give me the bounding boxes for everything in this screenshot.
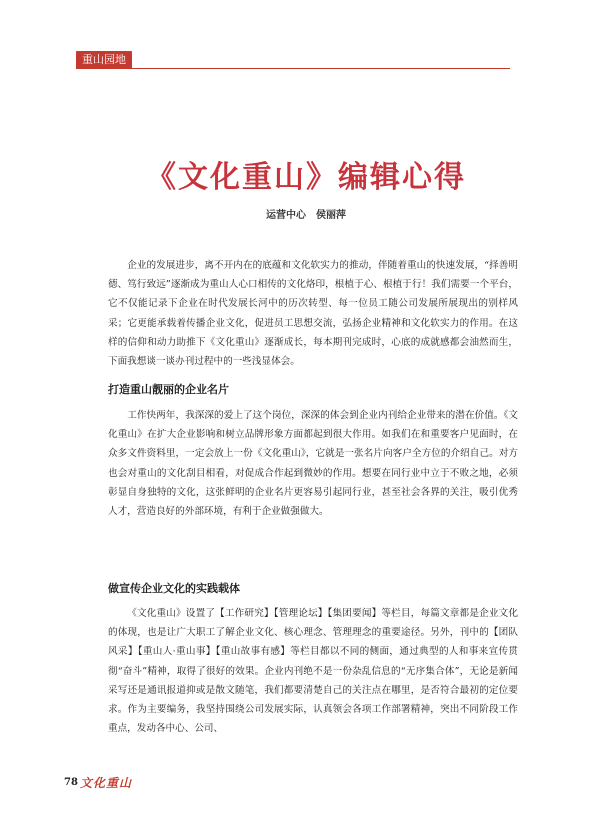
intro-text — [108, 256, 518, 371]
section-tag: 重山园地 — [76, 51, 132, 69]
article-title: 《文化重山》编辑心得 — [146, 160, 466, 195]
section1-paragraph: 工作快两年，我深深的爱上了这个岗位，深深的体会到企业内刊给企业带来的潜在价值。《文化重山》在扩大企业影响和树立品牌形象方面都起到很大作用。如我们在和重要客户见面时，在众多文件资料里，一定会放上一份《文化重山》，它就是一张名片向客户全方位的介绍自己。对方也会对重山的文化刮目相看，对促成合作起到微妙的作用。想要在同行业中立于不败之地，必须彰显自身独特的文化，这张鲜明的企业名片更容易引起同行业，甚至社会各界的关注，吸引优秀人才，营造良好的外部环境，有利于企业做强做大。 — [108, 410, 518, 518]
page-number: 78 — [64, 777, 78, 788]
section1-text — [108, 406, 518, 521]
intro-paragraph: 企业的发展进步，离不开内在的底蕴和文化软实力的推动，伴随着重山的快速发展，“择善明德、笃行致远”逐渐成为重山人心口相传的文化烙印，根植于心、根植于行！我们需要一个平台，它不仅能记录下企业在时代发展长河中的历次转型、每一位员工随公司发展所展现出的别样风采；它更能承载着传播企业文化，促进员工思想交流，弘扬企业精神和文化软实力的作用。在这样的信仰和动力助推下《文化重山》逐渐成长，每本期刊完成时，心底的成就感都会油然而生，下面我想谈一谈办刊过程中的一些浅显体会。 — [108, 260, 518, 368]
byline: 运营中心 侯丽萍 — [266, 210, 346, 221]
section2-text — [108, 604, 518, 738]
section1-heading: 打造重山靓丽的企业名片 — [108, 383, 229, 396]
top-rule — [76, 68, 510, 69]
footer-logo: 文化重山 — [80, 776, 133, 790]
section2-heading: 做宣传企业文化的实践载体 — [108, 582, 240, 595]
section2-paragraph: 《文化重山》设置了【工作研究】【管理论坛】【集团要闻】等栏目，每篇文章都是企业文化的体现，也是让广大职工了解企业文化、核心理念、管理理念的重要途径。另外，刊中的【团队风采】【重山人·重山事】【重山故事有感】等栏目都以不同的侧面，通过典型的人和事来宣传贯彻“奋斗”精神，取得了很好的效果。企业内刊绝不是一份杂乱信息的“无序集合体”，无论是新闻采写还是通讯报道抑或是散文随笔，我们都要清楚自己的关注点在哪里，是否符合最初的定位要求。作为主要编务，我坚持围绕公司发展实际，认真领会各项工作部署精神，突出不同阶段工作重点，发动各中心、公司、 — [108, 608, 518, 735]
